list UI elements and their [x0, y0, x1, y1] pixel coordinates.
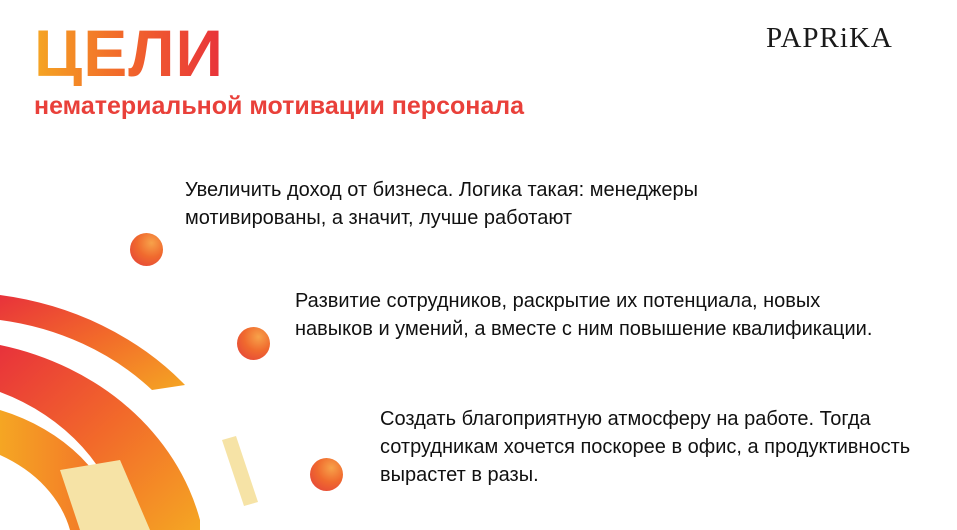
- pale-stroke: [222, 436, 258, 506]
- bullet-dot-icon: [310, 458, 343, 491]
- goal-item-2: Развитие сотрудников, раскрытие их потенциала, новых навыков и умений, а вместе с ним повышение квалификации.: [295, 290, 873, 340]
- page-title: ЦЕЛИ: [34, 16, 224, 90]
- bullet-dot-icon: [130, 233, 163, 266]
- brand-logo: PAPRiKA: [766, 22, 893, 54]
- bullet-dot-icon: [237, 327, 270, 360]
- page-subtitle: нематериальной мотивации персонала: [34, 92, 525, 120]
- goal-item-3: Создать благоприятную атмосферу на работе. Тогда сотрудникам хочется поскорее в офис, а продуктивность вырастет в разы.: [380, 408, 911, 486]
- goal-item-1: Увеличить доход от бизнеса. Логика такая: менеджеры мотивированы, а значит, лучше работают: [185, 179, 699, 229]
